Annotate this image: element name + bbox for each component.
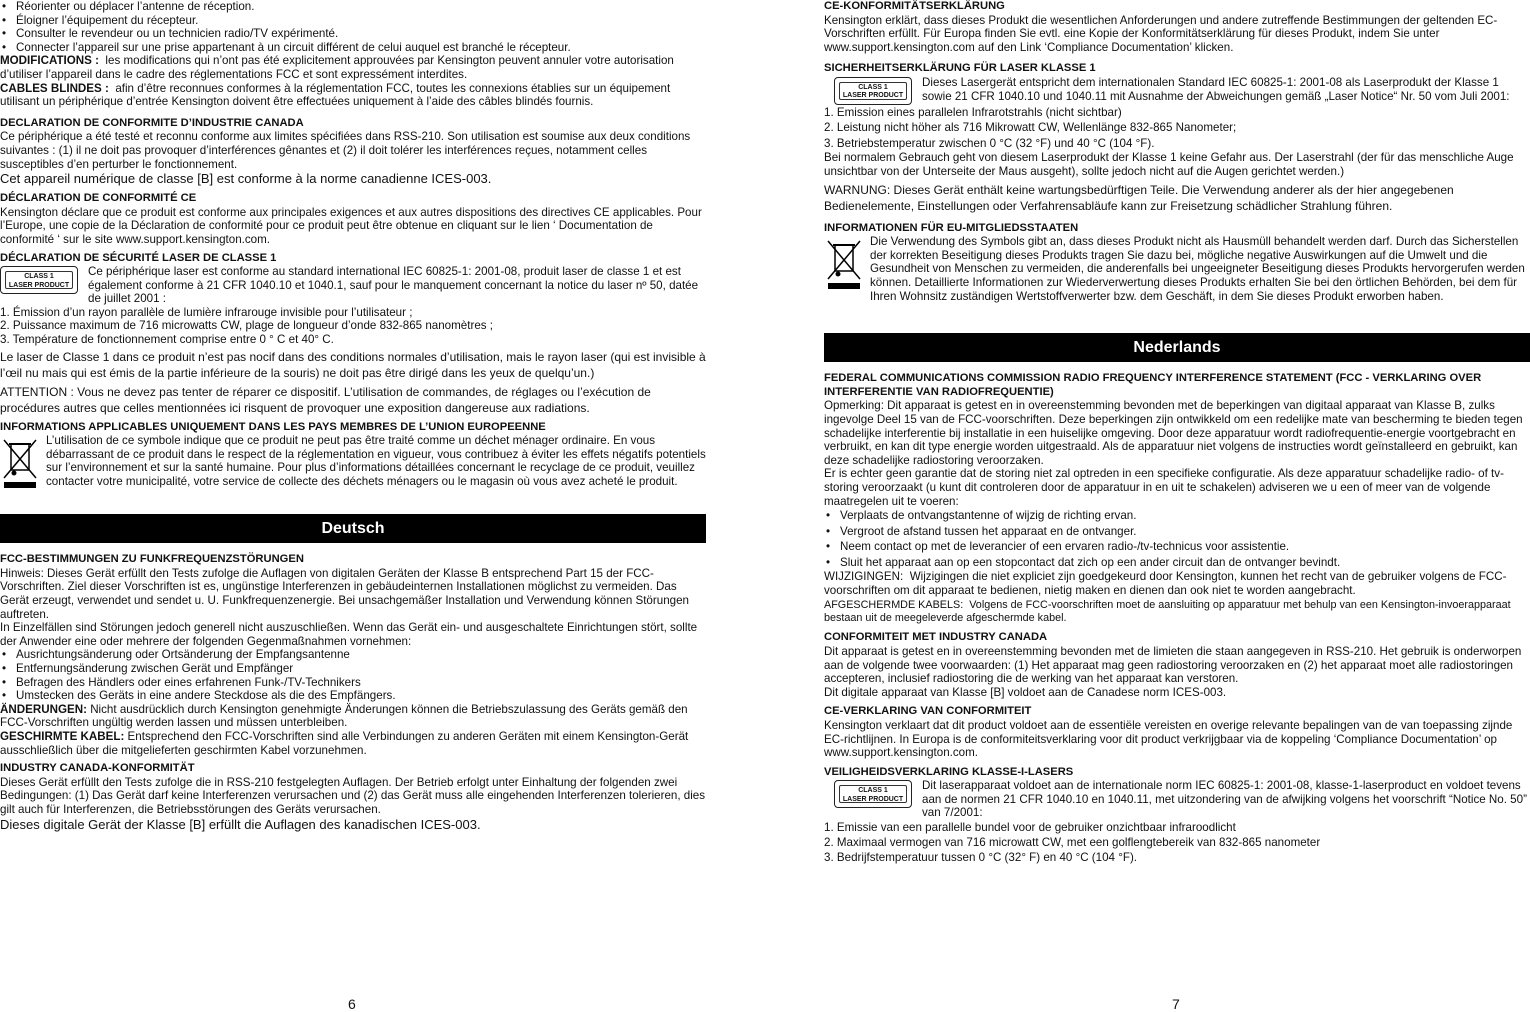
fr-canada-ices: Cet appareil numérique de classe [B] est conforme à la norme canadienne ICES-003. bbox=[0, 171, 492, 187]
nl-fcc-text1: Opmerking: Dit apparaat is getest en in overeenstemming bevonden met de beperkingen van digitaal apparaat van Klasse B, zulks ingevolge Deel 15 van de FCC-voorschriften. Deze beperkingen zijn ontwikkeld om een redelijke mate van bescherming te bieden tegen schadelijke interferentie bij installatie in een huiselijke omgeving. Door deze apparatuur wordt radiofrequentie-energie voortgebracht en verbruikt, en kan dit type energie worden uitgestraald. Als de apparatuur niet volgens de instructies wordt geïnstalleerd en gebruikt, kan deze schadelijke radiostoring veroorzaken. bbox=[824, 399, 1523, 467]
de-laser-block bbox=[824, 76, 1530, 105]
page-6 bbox=[0, 0, 706, 833]
list-item: 2. Maximaal vermogen van 716 microwatt CW, met een golflengtebereik van 832-865 nanometer bbox=[824, 836, 1321, 850]
list-item: • Neem contact op met de leverancier of een ervaren radio-/tv-technicus voor assistentie. bbox=[824, 539, 1530, 555]
de-laser-list bbox=[824, 105, 1530, 152]
nl-laser-list bbox=[824, 820, 1530, 865]
page-number-left: 6 bbox=[348, 996, 356, 1012]
de-fcc-text2: In Einzelfällen sind Störungen jedoch generell nicht auszuschließen. Wenn das Gerät ein- und ausgeschaltete Einrichtungen stört, sollte der Anwender eine oder mehrere der folgenden Gegenmaßnahmen vornehmen: bbox=[0, 621, 698, 648]
section-banner-deutsch: Deutsch bbox=[0, 514, 706, 543]
fr-eu-text: L’utilisation de ce symbole indique que ce produit ne peut pas être traité comme un déchet ménager ordinaire. En vous débarrassant de ce produit dans le respect de la réglementation en vigueur, vous contribuez à éviter les effets négatifs potentiels sur l’environnement et sur la santé humaine. Pour plus d’informations détaillées concernant le recyclage de ce produit, veuillez contacter votre municipalité, votre service de collecte des déchets ménagers ou le magasin où vous avez acheté le produit. bbox=[46, 434, 706, 489]
class1-laser-label-icon: CLASS 1 LASER PRODUCT bbox=[834, 780, 912, 808]
nl-fcc-bullets bbox=[824, 508, 1530, 570]
fr-modifications: MODIFICATIONS : les modifications qui n’ont pas été explicitement approuvées par Kensington peuvent annuler votre autorisation d’utiliser l’appareil dans le cadre des réglementations FCC et sont expressément interdites. bbox=[0, 54, 674, 81]
list-item: • Umstecken des Geräts in eine andere Steckdose als die des Empfängers. bbox=[0, 689, 706, 703]
nl-fcc-text2: Er is echter geen garantie dat de storing niet zal optreden in een specifieke configuratie. Als deze apparatuur schadelijke radio- of tv-storing veroorzaakt (u kunt dit controleren door de apparatuur in en uit te schakelen) adviseren we u een of meer van de volgende maatregelen uit te voeren: bbox=[824, 467, 1504, 508]
de-laser-heading: SICHERHEITSERKLÄRUNG FÜR LASER KLASSE 1 bbox=[824, 62, 1096, 75]
de-eu-text: Die Verwendung des Symbols gibt an, dass dieses Produkt nicht als Hausmüll behandelt werden darf. Durch das Sicherstellen der korrekten Beseitigung dieses Produkts tragen Sie dazu bei, mögliche negative Auswirkungen auf die Umwelt und die Gesundheit von Menschen zu vermeiden, die anderenfalls bei ungeeigneter Beseitigung dieses Produkts hervorgerufen werden können. Detaillierte Informationen zur Wiederverwertung dieses Produkts erhalten Sie bei den örtlichen Behörden, bei dem für Ihren Wohnsitz zuständigen Wertstoffverwerter bzw. dem Geschäft, in dem Sie dieses Produkt erworben haben. bbox=[870, 235, 1525, 303]
fr-ce-text: Kensington déclare que ce produit est conforme aux principales exigences et aux autres dispositions des directives CE applicables. Pour l’Europe, une copie de la Déclaration de conformité pour ce produit peut être obtenue en cliquant sur le lien ‘ Documentation de conformité ‘ sur le site www.support.kensington.com. bbox=[0, 205, 702, 246]
list-item: • Ausrichtungsänderung oder Ortsänderung der Empfangsantenne bbox=[0, 648, 706, 662]
fr-laser-note: Le laser de Classe 1 dans ce produit n’est pas nocif dans des conditions normales d’utilisation, mais le rayon laser (qui est invisible à l’œil nu mais qui est émis de la partie inférieure de la souris) ne doit pas être dirigé dans les yeux de quelqu’un.) bbox=[0, 349, 706, 380]
fr-laser-text: Ce périphérique laser est conforme au standard international IEC 60825-1: 2001-08, produit laser de classe 1 et est également conforme à 21 CFR 1040.10 et 1040.1, sauf pour le manquement concernant la notice du laser nº 50, datée de juillet 2001 : bbox=[88, 265, 699, 306]
section-banner-nederlands: Nederlands bbox=[824, 333, 1530, 362]
fr-canada-text: Ce périphérique a été testé et reconnu conforme aux limites spécifiées dans RSS-210. Son utilisation est soumise aux deux conditions suivantes : (1) il ne doit pas provoquer d’interférences gênantes et (2) il doit tolérer les interférences reçues, notamment celles susceptibles d’en perturber le fonctionnement. bbox=[0, 130, 691, 171]
list-item: • Befragen des Händlers oder eines erfahrenen Funk-/TV-Technikers bbox=[0, 676, 706, 690]
list-item: 1. Emissie van een parallelle bundel voor de gebruiker onzichtbaar infraroodlicht bbox=[824, 821, 1236, 835]
list-item: • Consulter le revendeur ou un technicien radio/TV expérimenté. bbox=[0, 27, 706, 41]
fr-eu-block bbox=[0, 434, 706, 490]
list-item: 1. Émission d’un rayon parallèle de lumière infrarouge invisible pour l’utilisateur ; bbox=[0, 305, 413, 319]
de-laser-warning: WARNUNG: Dieses Gerät enthält keine wartungsbedürftigen Teile. Die Verwendung anderer als der hier angegebenen Bedienelemente, Einstellungen oder Verfahrensabläufe kann zur Freisetzung schädlicher Strahlung führen. bbox=[824, 182, 1454, 213]
de-aenderungen: ÄNDERUNGEN: Nicht ausdrücklich durch Kensington genehmigte Änderungen können die Betriebszulassung des Geräts gemäß den FCC-Vorschriften ungültig werden lassen und müssen unterbleiben. bbox=[0, 702, 688, 730]
list-item: 2. Puissance maximum de 716 microwatts CW, plage de longueur d’onde 832-865 nanomètres ; bbox=[0, 319, 494, 333]
crossed-out-wheelie-bin-icon bbox=[824, 235, 864, 291]
de-ce-text: Kensington erklärt, dass dieses Produkt die wesentlichen Anforderungen und andere zutreffende Bestimmungen der geltenden EC-Vorschriften erfüllt. Für Europa finden Sie evtl. eine Kopie der Konformitätserklärung für dieses Produkt, indem Sie unter www.support.kensington.com auf den Link ‘Compliance Documentation’ klicken. bbox=[824, 13, 1498, 54]
de-eu-heading: INFORMATIONEN FÜR EU-MITGLIEDSSTAATEN bbox=[824, 221, 1079, 234]
nl-laser-text: Dit laserapparaat voldoet aan de internationale norm IEC 60825-1: 2001-08, klasse-1-laserproduct en voldoet tevens aan de normen 21 CFR 1040.10 en 1040.11, met uitzondering van de afwijking volgens het voorschrift “Notice No. 50” van 7/2001: bbox=[922, 779, 1527, 820]
de-fcc-text1: Hinweis: Dieses Gerät erfüllt den Tests zufolge die Auflagen von digitalen Geräten der Klasse B entsprechend Part 15 der FCC-Vorschriften. Ziel dieser Vorschriften ist es, ungünstige Interferenzen in gebäudeinternen Installationen möglichst zu vermeiden. Das Gerät erzeugt, verwendet und sendet u. U. Funkfrequenzenergie. Bei unsachgemäßer Installation und Verwendung können Störungen auftreten. bbox=[0, 566, 689, 621]
de-ce-heading: CE-KONFORMITÄTSERKLÄRUNG bbox=[824, 0, 1005, 12]
list-item: • Vergroot de afstand tussen het apparaat en de ontvanger. bbox=[824, 524, 1530, 540]
fr-eu-heading: INFORMATIONS APPLICABLES UNIQUEMENT DANS LES PAYS MEMBRES DE L’UNION EUROPEENNE bbox=[0, 420, 546, 433]
de-eu-block bbox=[824, 235, 1530, 303]
fr-laser-warning: ATTENTION : Vous ne devez pas tenter de réparer ce dispositif. L’utilisation de commandes, de réglages ou l’exécution de procédures autres que celles mentionnées ici risquent de provoquer une exposition dangereuse aux radiations. bbox=[0, 384, 651, 415]
fr-fcc-bullets bbox=[0, 0, 706, 54]
list-item: 2. Leistung nicht höher als 716 Mikrowatt CW, Wellenlänge 832-865 Nanometer; bbox=[824, 121, 1237, 135]
list-item: • Sluit het apparaat aan op een stopcontact dat zich op een ander circuit dan de ontvanger bevindt. bbox=[824, 555, 1530, 571]
fr-laser-block bbox=[0, 265, 706, 306]
nl-canada-heading: CONFORMITEIT MET INDUSTRY CANADA bbox=[824, 631, 1048, 644]
page-7 bbox=[824, 0, 1530, 865]
crossed-out-wheelie-bin-icon bbox=[0, 434, 40, 490]
list-item: • Connecter l’appareil sur une prise appartenant à un circuit différent de celui auquel est branché le récepteur. bbox=[0, 41, 706, 55]
list-item: 3. Bedrijfstemperatuur tussen 0 °C (32° F) en 40 °C (104 °F). bbox=[824, 851, 1138, 865]
class1-laser-label-icon: CLASS 1 LASER PRODUCT bbox=[834, 77, 912, 105]
de-fcc-heading: FCC-BESTIMMUNGEN ZU FUNKFREQUENZSTÖRUNGEN bbox=[0, 553, 304, 566]
nl-canada-ices: Dit digitale apparaat van Klasse [B] voldoet aan de Canadese norm ICES-003. bbox=[824, 685, 1227, 699]
nl-canada-text: Dit apparaat is getest en in overeenstemming bevonden met de limieten die staan aangegeven in RSS-210. Het gebruik is onderworpen aan de volgende twee voorwaarden: (1) Het apparaat mag geen radiostoring veroorzaken en (2) het apparaat moet alle radiostoringen accepteren, inclusief radiostoring die de werking van het apparaat kan verstoren. bbox=[824, 644, 1522, 686]
fr-ce-heading: DÉCLARATION DE CONFORMITÉ CE bbox=[0, 192, 197, 205]
page-number-right: 7 bbox=[1172, 996, 1180, 1012]
list-item: 1. Emission eines parallelen Infrarotstrahls (nicht sichtbar) bbox=[824, 105, 1122, 119]
de-fcc-bullets bbox=[0, 648, 706, 702]
list-item: • Entfernungsänderung zwischen Gerät und Empfänger bbox=[0, 662, 706, 676]
list-item: 3. Betriebstemperatur zwischen 0 °C (32 °F) und 40 °C (104 °F). bbox=[824, 136, 1155, 150]
nl-ce-text: Kensington verklaart dat dit product voldoet aan de essentiële vereisten en overige relevante bepalingen van de van toepassing zijnde EC-richtlijnen. In Europa is de conformiteitsverklaring voor dit product verkrijgbaar via de koppeling ‘Compliance Documentation’ op www.support.kensington.com. bbox=[824, 718, 1513, 760]
nl-ce-heading: CE-VERKLARING VAN CONFORMITEIT bbox=[824, 705, 1032, 718]
list-item: • Verplaats de ontvangstantenne of wijzig de richting ervan. bbox=[824, 508, 1530, 524]
list-item: • Réorienter ou déplacer l’antenne de réception. bbox=[0, 0, 706, 14]
class1-laser-label-icon: CLASS 1 LASER PRODUCT bbox=[0, 266, 78, 294]
list-item: • Éloigner l’équipement du récepteur. bbox=[0, 14, 706, 28]
fr-canada-heading: DECLARATION DE CONFORMITE D’INDUSTRIE CANADA bbox=[0, 116, 304, 129]
nl-laser-heading: VEILIGHEIDSVERKLARING KLASSE-I-LASERS bbox=[824, 765, 1074, 778]
nl-laser-block bbox=[824, 779, 1530, 820]
de-icd-ices: Dieses digitale Gerät der Klasse [B] erfüllt die Auflagen des kanadischen ICES-003. bbox=[0, 816, 481, 832]
de-icd-heading: INDUSTRY CANADA-KONFORMITÄT bbox=[0, 762, 195, 775]
fr-laser-list bbox=[0, 306, 706, 347]
nl-fcc-heading: FEDERAL COMMUNICATIONS COMMISSION RADIO FREQUENCY INTERFERENCE STATEMENT (FCC - VERKLARING OVER INTERFERENTIE VAN RADIOFREQUENTIE) bbox=[824, 372, 1482, 398]
nl-wijzigingen: WIJZIGINGEN: Wijzigingen die niet expliciet zijn goedgekeurd door Kensington, kunnen het recht van de gebruiker volgens de FCC-voorschriften om dit apparaat te bedienen, nietig maken en dienen dan ook niet te worden aangebracht. bbox=[824, 570, 1507, 597]
nl-kabels: AFGESCHERMDE KABELS: Volgens de FCC-voorschriften moet de aansluiting op apparatuur met behulp van een Kensington-invoerapparaat bestaan uit de meegeleverde afgeschermde kabel. bbox=[824, 599, 1511, 625]
de-laser-text: Dieses Lasergerät entspricht dem internationalen Standard IEC 60825-1: 2001-08 als Laserprodukt der Klasse 1 sowie 21 CFR 1040.10 und 1040.11 mit Ausnahme der Abweichungen gemäß „Laser Notice“ Nr. 50 vom Juli 2001: bbox=[922, 75, 1510, 103]
de-laser-note: Bei normalem Gebrauch geht von diesem Laserprodukt der Klasse 1 keine Gefahr aus. Der Laserstrahl (der für das menschliche Auge unsichtbar von der Unterseite der Maus ausgeht), sollte jedoch nicht auf die Augen gerichtet werden.) bbox=[824, 151, 1514, 179]
de-kabel: GESCHIRMTE KABEL: Entsprechend den FCC-Vorschriften sind alle Verbindungen zu anderen Geräten mit einem Kensington-Gerät ausschließlich über die mitgelieferten geschirmten Kabel vorzunehmen. bbox=[0, 729, 689, 757]
fr-cables: CABLES BLINDES : afin d’être reconnues conformes à la réglementation FCC, toutes les connexions établies sur un équipement utilisant un périphérique d’entrée Kensington doivent être effectuées uniquement à l’aide des câbles blindés fournis. bbox=[0, 81, 671, 109]
de-icd-text: Dieses Gerät erfüllt den Tests zufolge die in RSS-210 festgelegten Auflagen. Der Betrieb erfolgt unter Einhaltung der folgenden zwei Bedingungen: (1) Das Gerät darf keine Interferenzen verursachen und (2) das Gerät muss alle eingehenden Interferenzen tolerieren, dies gilt auch für Interferenzen, die Betriebsstörungen des Geräts verursachen. bbox=[0, 775, 706, 816]
fr-laser-heading: DÉCLARATION DE SÉCURITÉ LASER DE CLASSE 1 bbox=[0, 251, 277, 264]
list-item: 3. Température de fonctionnement comprise entre 0 ° C et 40° C. bbox=[0, 333, 334, 347]
